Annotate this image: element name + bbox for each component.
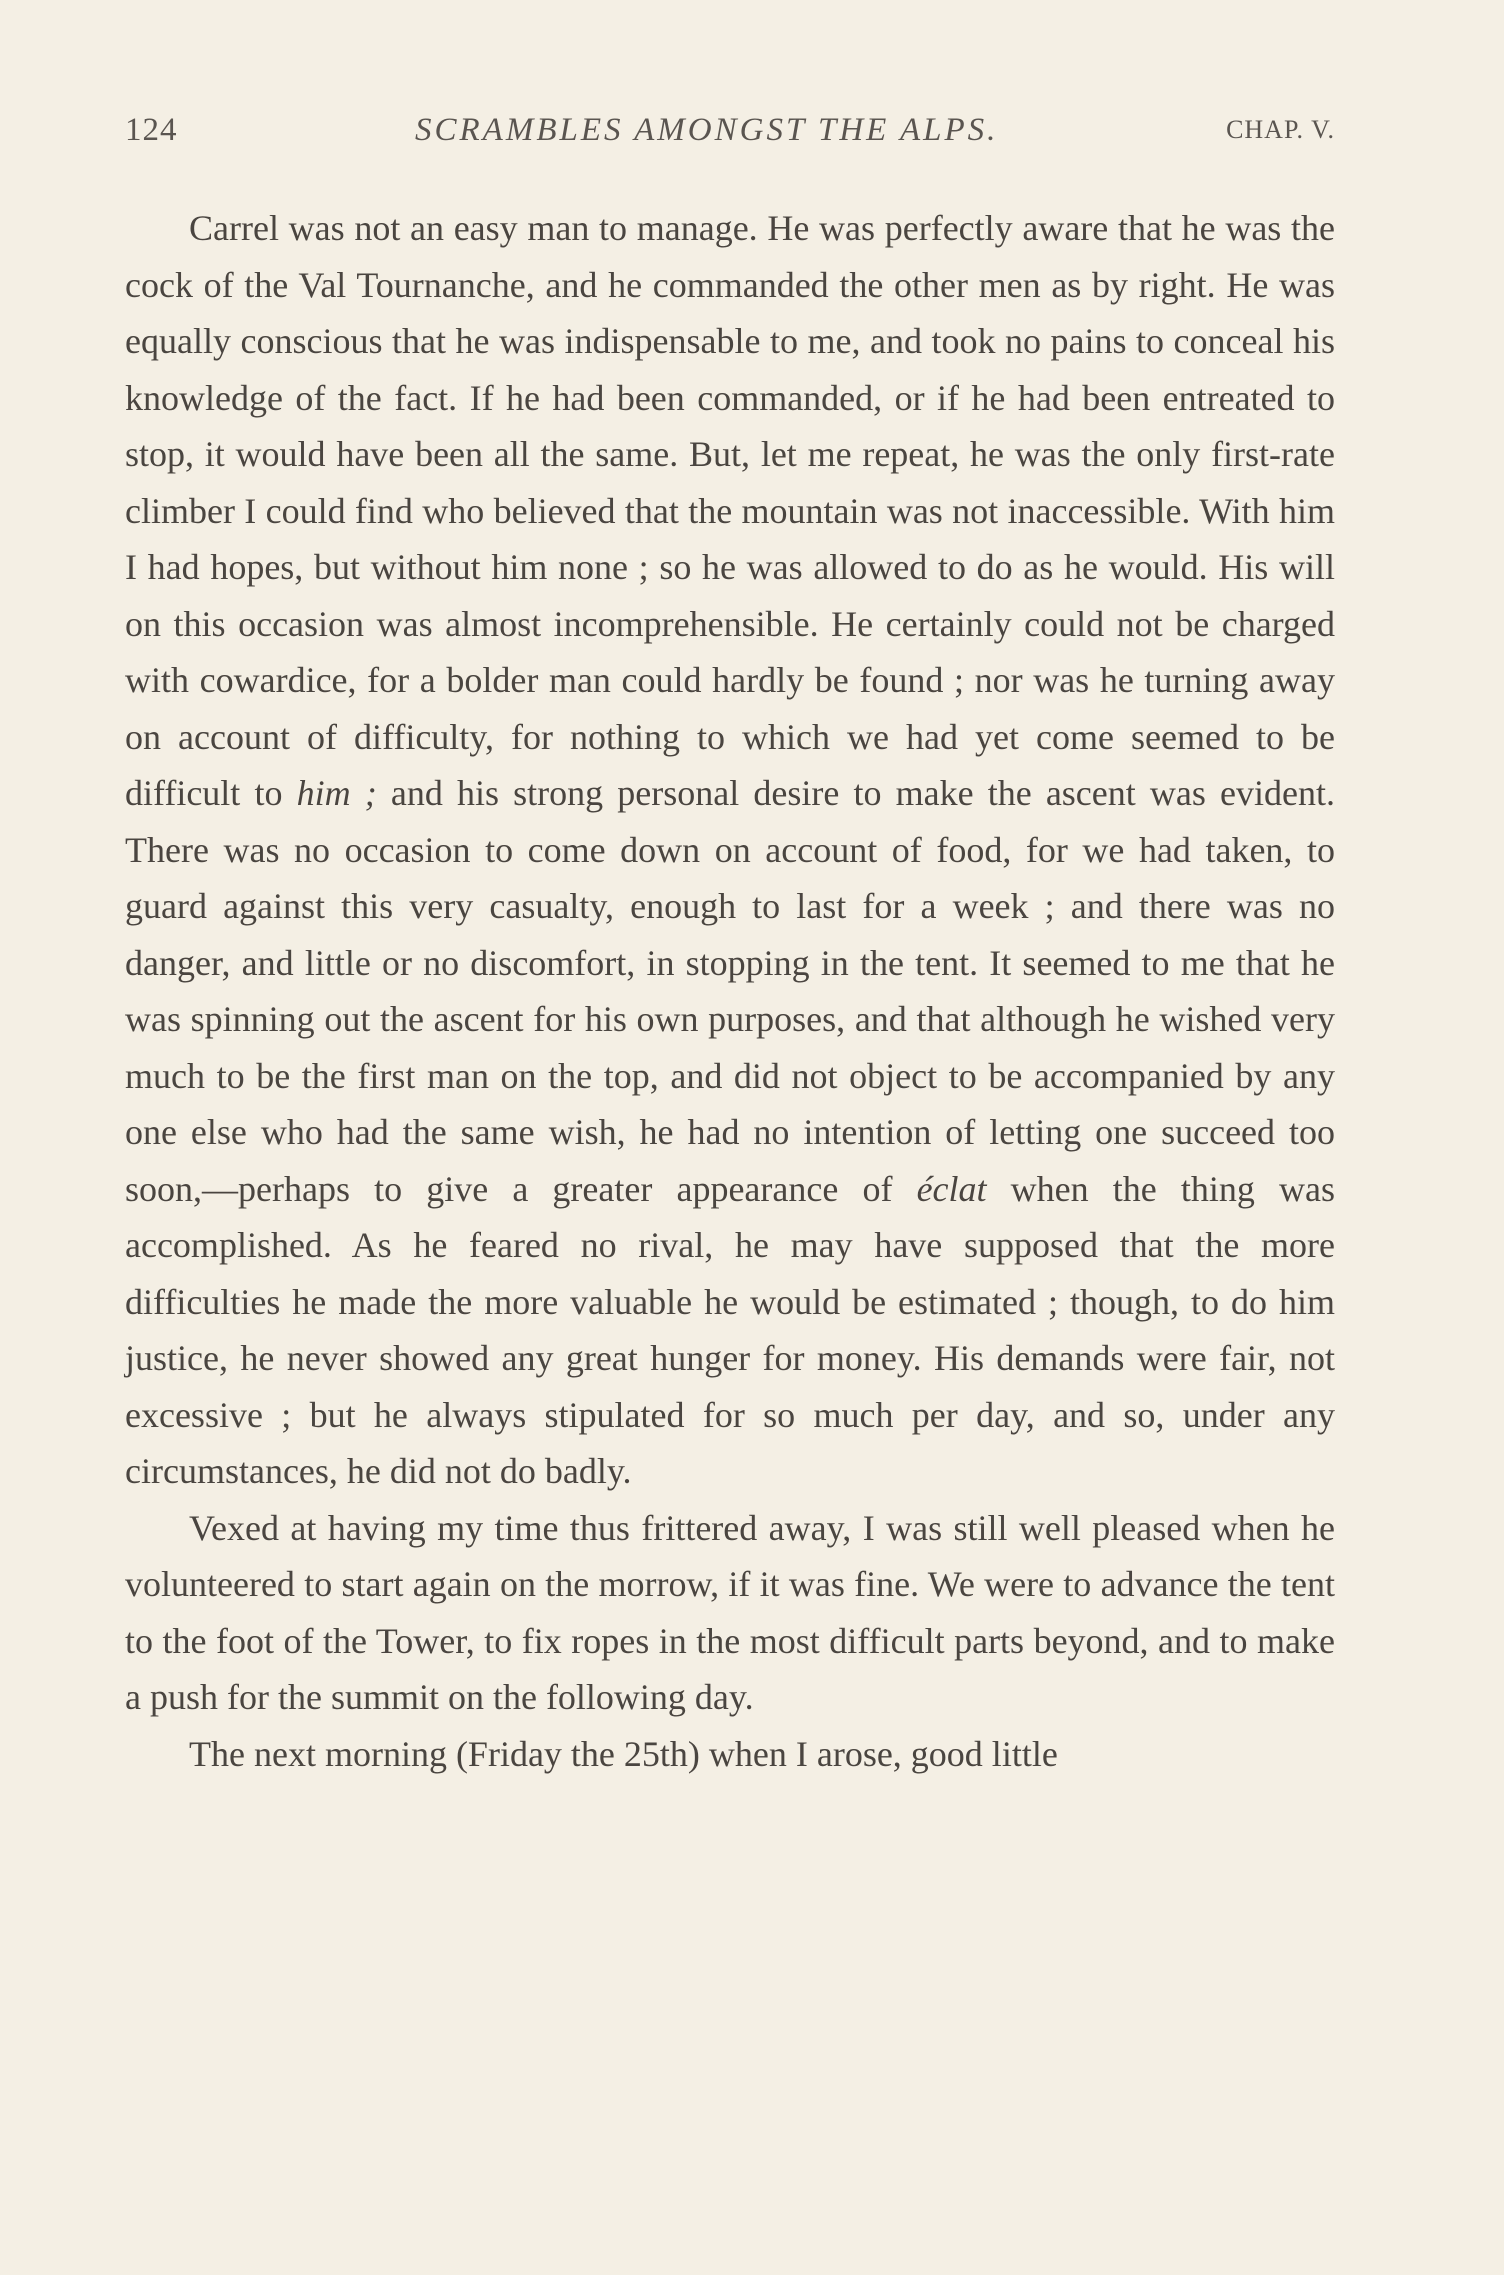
paragraph-1-part-a: Carrel was not an easy man to manage. He was perfectly aware that he was the cock of the Val Tournanche, and he commanded the other men as by right. He was equally conscious that he was indispensable to me, and took no pains to conceal his knowledge of the fact. If he had been commanded, or if he had been entreated to stop, it would have been all the same. But, let me repeat, he was the only first-rate climber I could find who believed that the mountain was not inaccessible. With him I had hopes, but without him none ; so he was allowed to do as he would. His will on this occasion was almost incomprehensible. He certainly could not be charged with cowardice, for a bolder man could hardly be found ; nor was he turning away on account of difficulty, for nothing to which we had yet come seemed to be difficult to	[125, 208, 1335, 813]
emphasis-him: him ;	[296, 773, 377, 813]
paragraph-3: The next morning (Friday the 25th) when I arose, good little	[189, 1733, 1058, 1774]
paragraph-2: Vexed at having my time thus frittered away, I was still well pleased when he volunteered to start again on the morrow, if it was fine. We were to advance the tent to the foot of the Tower, to fix ropes in the most difficult parts beyond, and to make a push for the summit on the following day.	[125, 1507, 1335, 1717]
paragraph-1-part-c: when the thing was accomplished. As he feared no rival, he may have supposed that the more difficulties he made the more valuable he would be estimated ; though, to do him justice, he never showed any great hunger for money. His demands were fair, not excessive ; but he always stipulated for so much per day, and so, under any circumstances, he did not do badly.	[125, 1168, 1335, 1491]
chapter-label: CHAP. V.	[1226, 115, 1335, 144]
emphasis-eclat: éclat	[916, 1168, 987, 1209]
running-header	[125, 112, 1335, 162]
page-number: 124	[125, 112, 178, 148]
running-title: SCRAMBLES AMONGST THE ALPS.	[415, 112, 999, 148]
paragraph-1-part-b: and his strong personal desire to make the ascent was evident. There was no occasion to come down on account of food, for we had taken, to guard against this very casualty, enough to last for a week ; and there was no danger, and little or no discomfort, in stopping in the tent. It seemed to me that he was spinning out the ascent for his own purposes, and that although he wished very much to be the first man on the top, and did not object to be accompanied by any one else who had the same wish, he had no intention of letting one succeed too soon,—perhaps to give a greater appearance of	[125, 773, 1335, 1209]
body-text	[125, 200, 1335, 1782]
paragraph-1	[125, 200, 1335, 1500]
